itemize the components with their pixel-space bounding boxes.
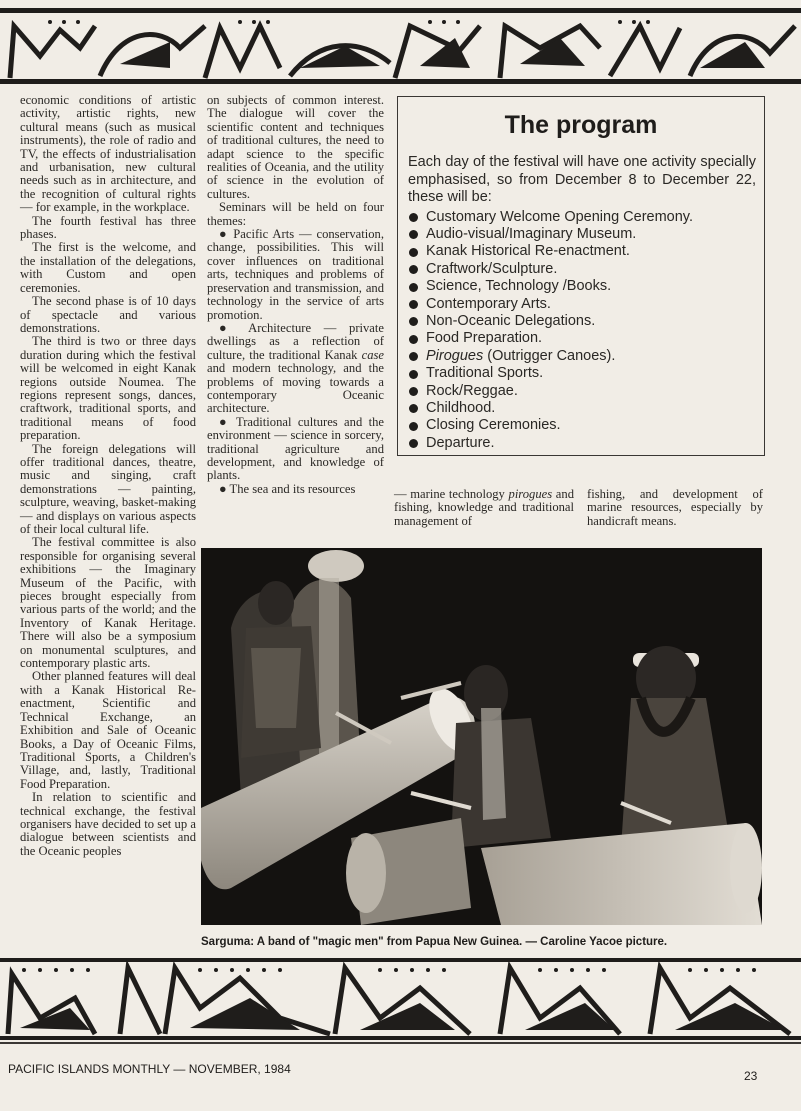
paragraph: Seminars will be held on four themes: [207, 200, 384, 228]
top-decorative-band [0, 8, 801, 84]
program-box [397, 96, 765, 456]
text: fishing, and development of marine resources, especially by handicraft means. [587, 487, 763, 528]
paragraph: The first is the welcome, and the installation of the delegations, with Custom and open ceremonies. [20, 240, 196, 295]
paragraph: The foreign delegations will offer traditional dances, theatre, music and singing, craft demonstrations — painting, sculpture, weaving, basket-making — and displays on various aspects of their local cultural life. [20, 441, 196, 536]
paragraph: The third is two or three days duration during which the festival will be welcomed in eight Kanak regions outside Noumea. The regions represent songs, dances, craftwork, traditional sports, and traditional means of food preparation. [20, 334, 196, 443]
program-item-suffix: (Outrigger Canoes). [483, 347, 616, 364]
program-item: Rock/Reggae. [408, 383, 764, 400]
theme-text: ● Architecture — private dwellings as a reflection of culture, the traditional Kanak [207, 320, 384, 362]
paragraph: on subjects of common interest. The dialogue will cover the scientific content and techniques of traditional cultures, the need to adapt science to the specific realities of Oceania, and the utility of science in the evolution of cultures. [207, 93, 384, 201]
paragraph: The festival committee is also responsible for organising several exhibitions — the Imaginary Museum of the Pacific, with pieces brought especially from various parts of the world; and the Inventory of Kanak Heritage. There will also be a symposium on monumental sculptures, and contemporary plastic arts. [20, 535, 196, 671]
program-intro: Each day of the festival will have one activity specially emphasised, so from December 8 to December 22, these will be: [408, 154, 756, 205]
paragraph: economic conditions of artistic activity, artistic rights, new cultural means (such as musical instruments), the role of radio and TV, the effects of industrialisation and urbanisation, new cultural needs such as in architecture, and the recognition of cultural rights — for example, in the workplace. [20, 93, 196, 215]
text: and fishing, knowledge and traditional management of [394, 487, 574, 528]
program-item: Contemporary Arts. [408, 296, 764, 313]
paragraph: In relation to scientific and technical exchange, the festival organisers have decided to set up a dialogue between scientists and the Oceanic peoples [20, 790, 196, 858]
program-item: Traditional Sports. [408, 365, 764, 382]
theme-item [207, 322, 384, 416]
theme-item: ● Pacific Arts — conservation, change, possibilities. This will cover influences on traditional arts, techniques and problems of preservation and transmission, and technology in the service of arts promotion. [207, 227, 384, 322]
program-title: The program [504, 111, 658, 139]
theme-item: ● Traditional cultures and the environment — science in sorcery, traditional agriculture and development, and knowledge of plants. [207, 414, 384, 483]
paragraph: Other planned features will deal with a Kanak Historical Re-enactment, Scientific and Technical Exchange, an Exhibition and Sale of Oceanic Books, a Day of Oceanic Films, Traditional Sports, a Children's Village, and, lastly, Traditional Food Preparation. [20, 669, 196, 791]
article-column-3 [394, 488, 574, 528]
program-item: Audio-visual/Imaginary Museum. [408, 226, 764, 243]
program-item: Childhood. [408, 400, 764, 417]
theme-text: and modern technology, and the problems of moving towards a contemporary Oceanic architecture. [207, 361, 384, 416]
program-item: Craftwork/Sculpture. [408, 261, 764, 278]
text-italic: pirogues [508, 487, 553, 501]
program-item-italic: Pirogues [426, 347, 484, 364]
theme-italic: case [361, 347, 384, 362]
photo-drummers [201, 548, 762, 925]
program-item: Closing Ceremonies. [408, 417, 764, 434]
text: — marine technology [394, 487, 509, 501]
program-item: Departure. [408, 435, 764, 452]
footer-rule [0, 1042, 801, 1044]
program-item [408, 348, 764, 365]
article-column-1 [20, 94, 196, 858]
publication-footer: PACIFIC ISLANDS MONTHLY — NOVEMBER, 1984 [8, 1062, 291, 1076]
article-column-4 [587, 488, 763, 528]
page-number: 23 [744, 1069, 758, 1083]
paragraph: The second phase is of 10 days of spectacle and various demonstrations. [20, 294, 196, 335]
article-column-2 [207, 94, 384, 496]
program-item: Kanak Historical Re-enactment. [408, 243, 764, 260]
program-item: Customary Welcome Opening Ceremony. [408, 209, 764, 226]
theme-item: ● The sea and its resources [219, 481, 356, 496]
paragraph: The fourth festival has three phases. [20, 213, 196, 242]
program-item: Non-Oceanic Delegations. [408, 313, 764, 330]
bottom-decorative-band [0, 958, 801, 1042]
program-item: Food Preparation. [408, 330, 764, 347]
photo-caption: Sarguma: A band of "magic men" from Papua New Guinea. — Caroline Yacoe picture. [201, 936, 668, 948]
program-list [398, 209, 764, 453]
program-item: Science, Technology /Books. [408, 278, 764, 295]
